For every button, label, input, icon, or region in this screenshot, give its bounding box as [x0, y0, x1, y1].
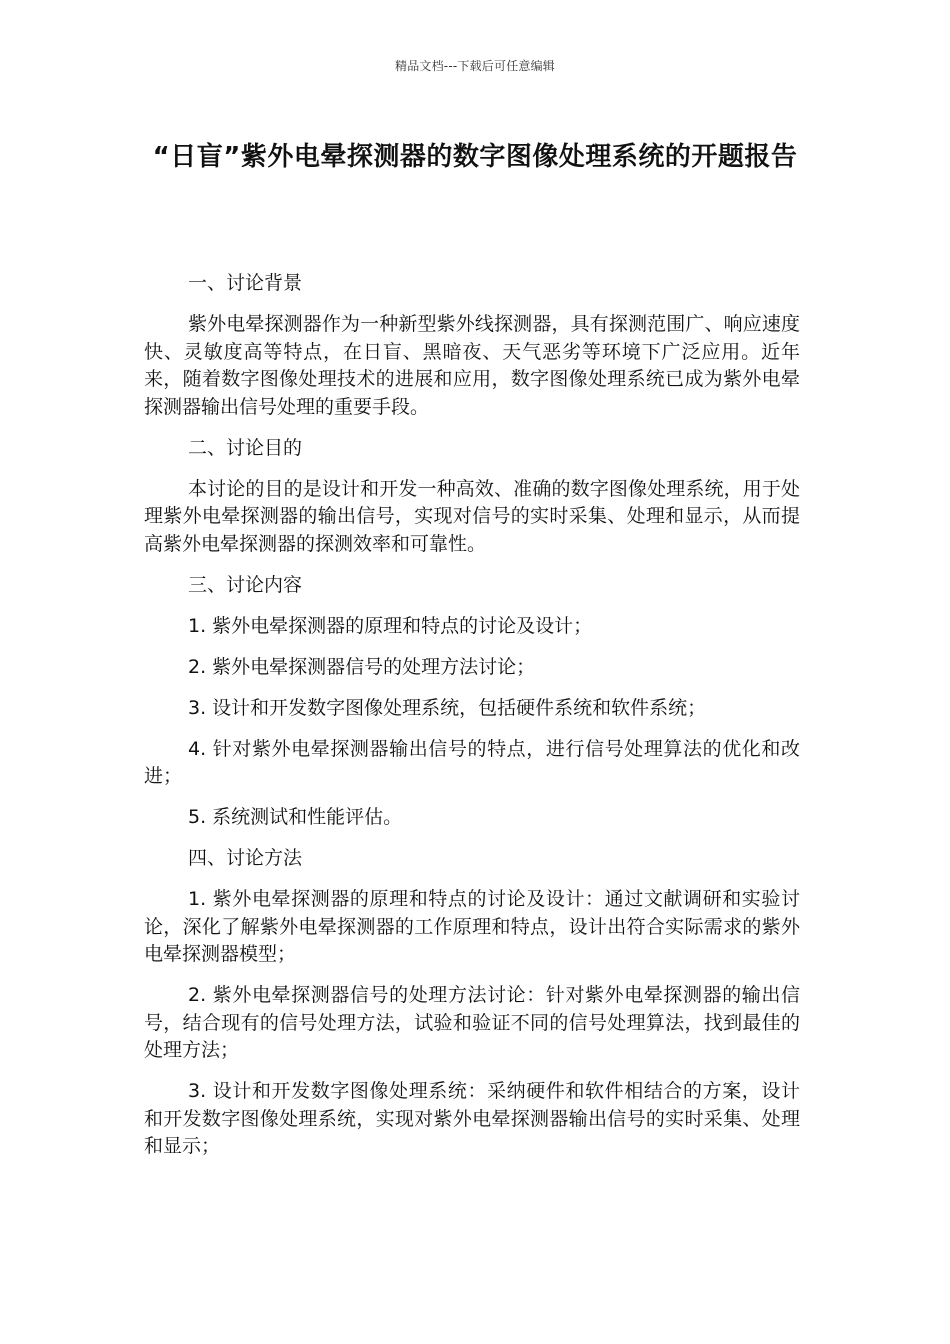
method-item-3: 3. 设计和开发数字图像处理系统：采纳硬件和软件相结合的方案，设计和开发数字图像处理系统，实现对紫外电晕探测器输出信号的实时采集、处理和显示；	[144, 1080, 800, 1157]
document-body	[144, 270, 800, 1174]
content-item-1: 1. 紫外电晕探测器的原理和特点的讨论及设计；	[188, 614, 593, 637]
header-note: 精品文档---下载后可任意编辑	[395, 59, 555, 73]
method-item-2: 2. 紫外电晕探测器信号的处理方法讨论：针对紫外电晕探测器的输出信号，结合现有的信号处理方法，试验和验证不同的信号处理算法，找到最佳的处理方法；	[144, 984, 800, 1061]
paragraph-purpose: 本讨论的目的是设计和开发一种高效、准确的数字图像处理系统，用于处理紫外电晕探测器的输出信号，实现对信号的实时采集、处理和显示，从而提高紫外电晕探测器的探测效率和可靠性。	[144, 477, 800, 555]
section-heading-content: 三、讨论内容	[188, 573, 303, 596]
section-heading-method: 四、讨论方法	[188, 847, 303, 869]
content-item-3: 3. 设计和开发数字图像处理系统，包括硬件系统和软件系统；	[188, 696, 707, 719]
document-title: “日盲”紫外电晕探测器的数字图像处理系统的开题报告	[152, 142, 798, 172]
section-heading-purpose: 二、讨论目的	[188, 436, 303, 459]
paragraph-background: 紫外电晕探测器作为一种新型紫外线探测器，具有探测范围广、响应速度快、灵敏度高等特点，在日盲、黑暗夜、天气恶劣等环境下广泛应用。近年来，随着数字图像处理技术的进展和应用，数字图像处理系统已成为紫外电晕探测器输出信号处理的重要手段。	[144, 313, 800, 418]
section-heading-background: 一、讨论背景	[188, 272, 303, 294]
content-item-5: 5. 系统测试和性能评估。	[188, 806, 403, 828]
content-item-2: 2. 紫外电晕探测器信号的处理方法讨论；	[188, 655, 536, 678]
content-item-4: 4. 针对紫外电晕探测器输出信号的特点，进行信号处理算法的优化和改进；	[144, 737, 800, 787]
method-item-1: 1. 紫外电晕探测器的原理和特点的讨论及设计：通过文献调研和实验讨论，深化了解紫外电晕探测器的工作原理和特点，设计出符合实际需求的紫外电晕探测器模型；	[144, 888, 800, 965]
